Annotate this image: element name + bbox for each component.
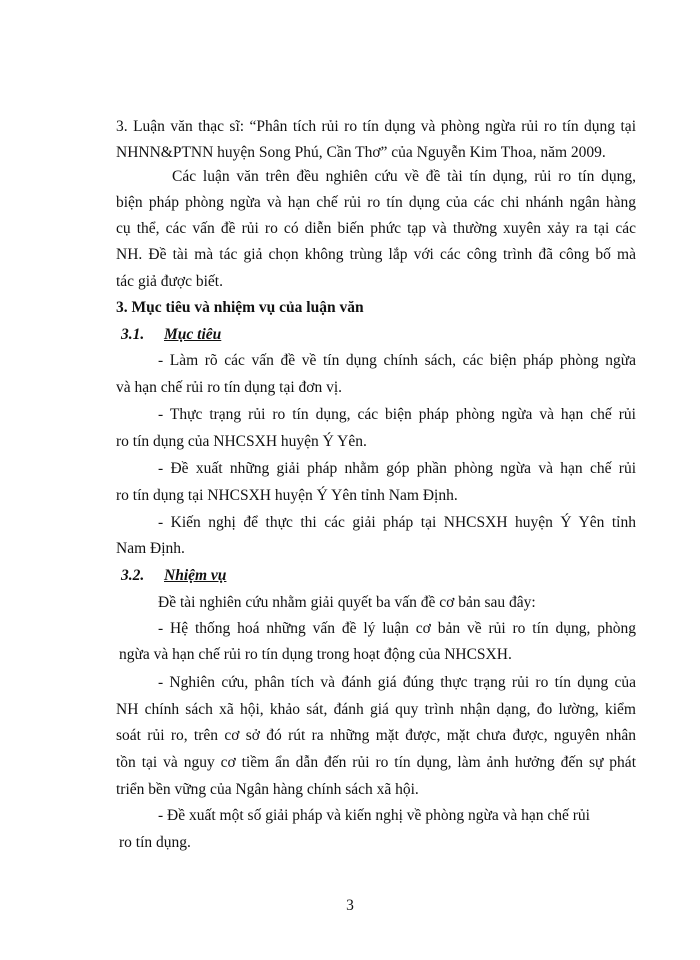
text-line: ngừa và hạn chế rủi ro tín dụng trong hoạt động của NHCSXH. xyxy=(119,646,512,663)
text-line: và hạn chế rủi ro tín dụng tại đơn vị. xyxy=(116,379,343,396)
text-line: - Hệ thống hoá những vấn đề lý luận cơ bản về rủi ro tín dụng, phòng xyxy=(158,620,636,637)
subsection-number: 3.1. xyxy=(121,326,145,343)
text-line: - Nghiên cứu, phân tích và đánh giá đúng thực trạng rủi ro tín dụng của xyxy=(158,674,636,691)
page-number: 3 xyxy=(346,897,354,914)
text-line: Nam Định. xyxy=(116,540,185,557)
text-line: soát rủi ro, trên cơ sở đó rút ra những mặt được, mặt chưa được, nguyên nhân xyxy=(116,727,636,744)
text-line: - Thực trạng rủi ro tín dụng, các biện pháp phòng ngừa và hạn chế rủi xyxy=(158,406,636,423)
text-line: tồn tại và nguy cơ tiềm ẩn dẫn đến rủi ro tín dụng, làm ảnh hưởng đến sự phát xyxy=(116,754,636,771)
text-line: ro tín dụng của NHCSXH huyện Ý Yên. xyxy=(116,433,367,450)
subsection-title: Nhiệm vụ xyxy=(164,567,227,584)
text-line: biện pháp phòng ngừa và hạn chế rủi ro tín dụng của các chi nhánh ngân hàng xyxy=(116,194,636,211)
text-line: tác giả được biết. xyxy=(116,273,223,290)
text-line: cụ thể, các vấn đề rủi ro có diễn biến phức tạp và thường xuyên xảy ra tại các xyxy=(116,220,636,237)
text-line: NH. Đề tài mà tác giả chọn không trùng lắp với các công trình đã công bố mà xyxy=(116,246,636,263)
text-line: - Đề xuất những giải pháp nhằm góp phần phòng ngừa và hạn chế rủi xyxy=(158,460,636,477)
text-line: - Đề xuất một số giải pháp và kiến nghị về phòng ngừa và hạn chế rủi xyxy=(158,807,590,824)
text-line: Đề tài nghiên cứu nhằm giải quyết ba vấn đề cơ bản sau đây: xyxy=(158,594,536,611)
text-line: triển bền vững của Ngân hàng chính sách xã hội. xyxy=(116,781,419,798)
text-line: NH chính sách xã hội, khảo sát, đánh giá quy trình nhận dạng, đo lường, kiểm xyxy=(116,701,636,718)
subsection-title: Mục tiêu xyxy=(164,326,222,343)
text-line: Các luận văn trên đều nghiên cứu về đề tài tín dụng, rủi ro tín dụng, xyxy=(172,168,636,185)
text-line: ro tín dụng tại NHCSXH huyện Ý Yên tỉnh Nam Định. xyxy=(116,487,458,504)
section-heading: 3. Mục tiêu và nhiệm vụ của luận văn xyxy=(116,299,364,316)
subsection-number: 3.2. xyxy=(121,567,145,584)
text-line: NHNN&PTNN huyện Song Phú, Cần Thơ” của Nguyễn Kim Thoa, năm 2009. xyxy=(116,144,606,161)
text-line: - Kiến nghị để thực thi các giải pháp tại NHCSXH huyện Ý Yên tỉnh xyxy=(158,514,636,531)
text-line: 3. Luận văn thạc sĩ: “Phân tích rủi ro tín dụng và phòng ngừa rủi ro tín dụng tại xyxy=(116,118,636,135)
text-line: ro tín dụng. xyxy=(119,834,191,851)
text-line: - Làm rõ các vấn đề về tín dụng chính sách, các biện pháp phòng ngừa xyxy=(158,352,636,369)
